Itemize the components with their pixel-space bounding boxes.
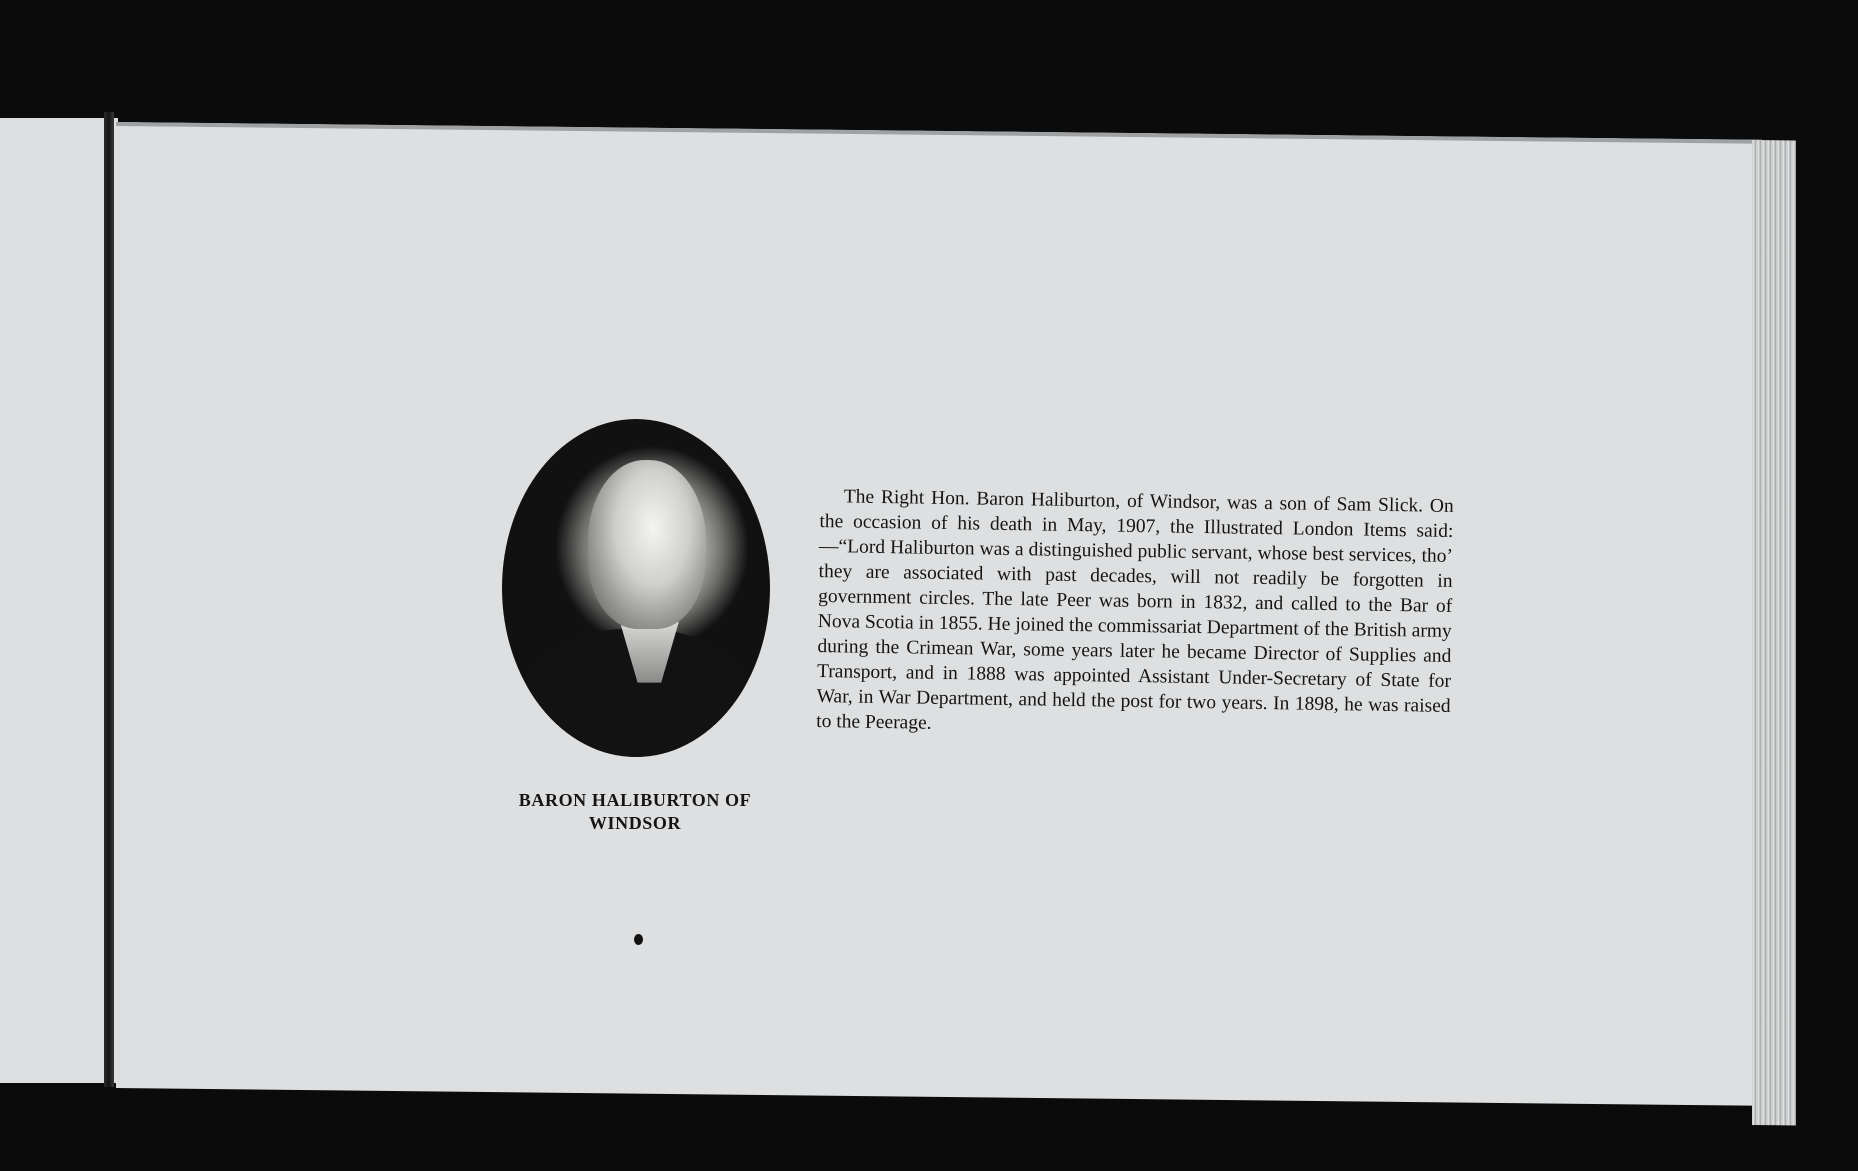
photo-caption: [470, 789, 800, 835]
portrait-photo: [502, 419, 770, 757]
biography-paragraph: The Right Hon. Baron Haliburton, of Windsor, was a son of Sam Slick. On the occasion of his death in May, 1907, the Illustrated London Items said:—“Lord Haliburton was a distinguished public servant, whose best services, tho’ they are associated with past decades, will not readily be forgotten in government circles. The late Peer was born in 1832, and called to the Bar of Nova Scotia in 1855. He joined the commissariat Department of the British army during the Crimean War, some years later he became Director of Supplies and Transport, and in 1888 was appointed Assistant Under-Secretary of State for War, in War Department, and held the post for two years. In 1898, he was raised to the Peerage.: [816, 486, 1454, 734]
caption-line-1: BARON HALIBURTON OF: [518, 790, 752, 810]
page-stack-edge: [1752, 140, 1796, 1125]
caption-line-2: WINDSOR: [588, 813, 682, 833]
portrait-face: [588, 460, 706, 629]
book-gutter: [104, 112, 114, 1087]
ink-speck: [634, 934, 643, 945]
left-page-edge: [0, 118, 118, 1083]
